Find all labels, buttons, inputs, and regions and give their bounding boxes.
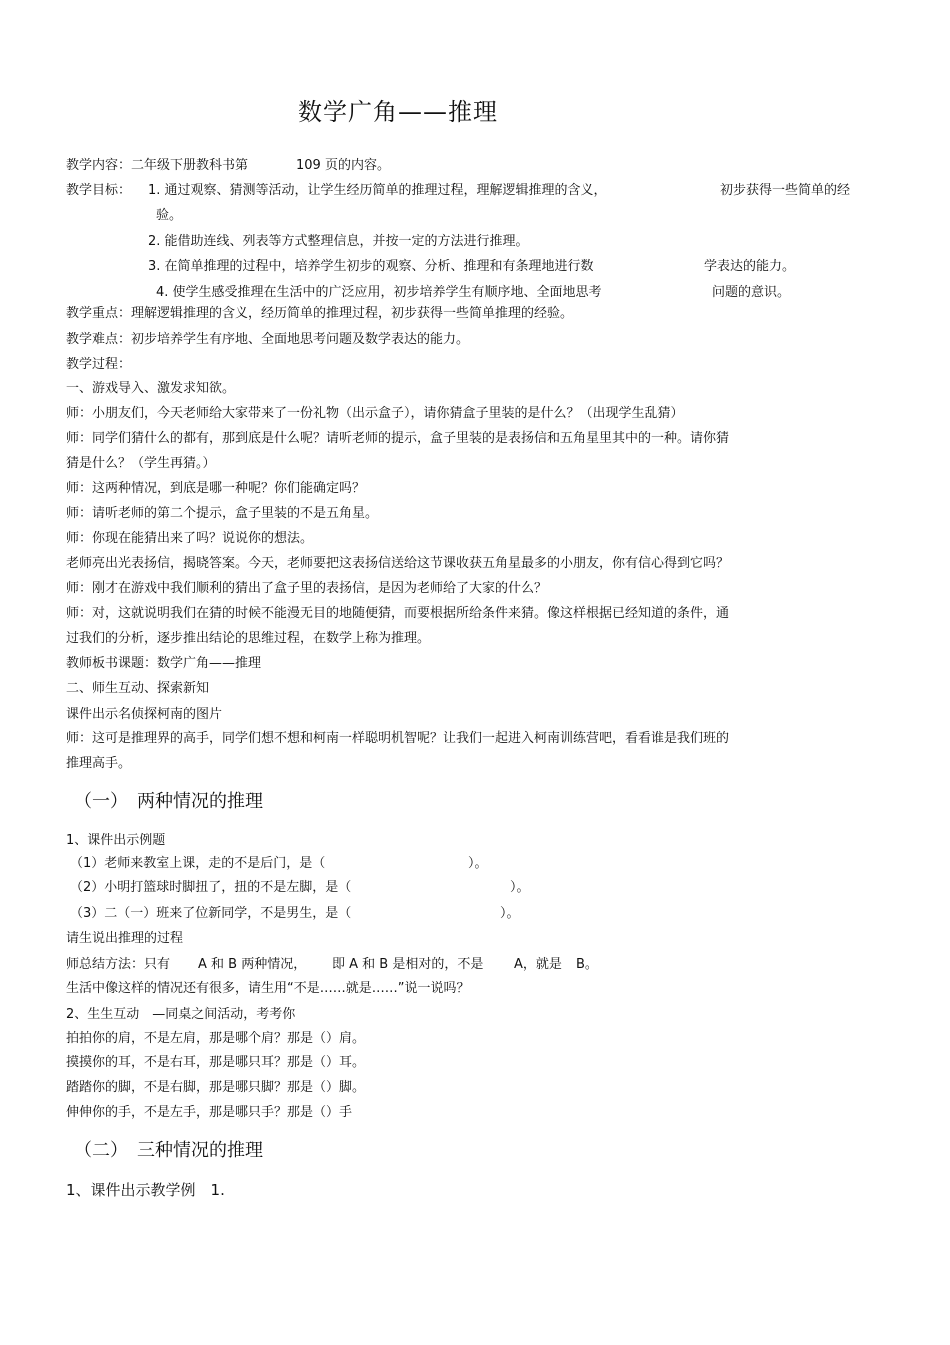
paragraph: 师：这两种情况，到底是哪一种呢？你们能确定吗？ (66, 481, 366, 496)
part-two-heading: 二、师生互动、探索新知 (66, 681, 210, 696)
goal-3: 3. 在简单推理的过程中，培养学生初步的观察、分析、推理和有条理地进行数 (148, 259, 594, 274)
paragraph: 请生说出推理的过程 (66, 931, 184, 946)
example-question-1: （1）老师来教室上课，走的不是后门，是（ (70, 856, 326, 871)
part-one-heading: 一、游戏导入、激发求知欲。 (66, 381, 236, 396)
paragraph: 师：请听老师的第二个提示，盒子里装的不是五角星。 (66, 506, 379, 521)
paragraph: 师：小朋友们，今天老师给大家带来了一份礼物（出示盒子），请你猜盒子里装的是什么？（出现学生乱猜） (66, 406, 684, 421)
goal-3-cont: 学表达的能力。 (704, 259, 796, 274)
paragraph: 过我们的分析，逐步推出结论的思维过程，在数学上称为推理。 (66, 631, 431, 646)
game-line: 伸伸你的手，不是左手，那是哪只手？那是（）手 (66, 1105, 353, 1120)
goal-2: 2. 能借助连线、列表等方式整理信息，并按一定的方法进行推理。 (148, 234, 529, 249)
paragraph: 师：对，这就说明我们在猜的时候不能漫无目的地随便猜，而要根据所给条件来猜。像这样根据已经知道的条件，通 (66, 606, 730, 621)
goal-1: 1. 通过观察、猜测等活动，让学生经历简单的推理过程，理解逻辑推理的含义， (148, 183, 607, 198)
summary-method: 即 A 和 B 是相对的，不是 (332, 957, 484, 972)
paragraph: 师：你现在能猜出来了吗？说说你的想法。 (66, 531, 314, 546)
paragraph: 推理高手。 (66, 756, 132, 771)
goal-4-cont: 问题的意识。 (712, 285, 791, 300)
paragraph: 课件出示名侦探柯南的图片 (66, 707, 223, 722)
paragraph: 师：这可是推理界的高手，同学们想不想和柯南一样聪明机智呢？让我们一起进入柯南训练营吧，看看谁是我们班的 (66, 731, 730, 746)
goal-1-cont: 初步获得一些简单的经 (720, 183, 851, 198)
paragraph: 老师亮出光表扬信，揭晓答案。今天，老师要把这表扬信送给这节课收获五角星最多的小朋友，你有信心得到它吗？ (66, 556, 730, 571)
section-heading-three-cases: （二） 三种情况的推理 (74, 1140, 263, 1161)
key-point: 教学重点：理解逻辑推理的含义，经历简单的推理过程，初步获得一些简单推理的经验。 (66, 306, 574, 321)
example-question-2-end: ）。 (510, 880, 530, 895)
content-pages: 109 页的内容。 (296, 158, 390, 173)
content-label: 教学内容：二年级下册教科书第 (66, 158, 249, 173)
goal-4: 4. 使学生感受推理在生活中的广泛应用，初步培养学生有顺序地、全面地思考 (156, 285, 602, 300)
summary-method: 师总结方法：只有 (66, 957, 171, 972)
game-line: 拍拍你的肩，不是左肩，那是哪个肩？那是（）肩。 (66, 1031, 366, 1046)
example-question-2: （2）小明打篮球时脚扭了，扭的不是左脚，是（ (70, 880, 352, 895)
example-question-3: （3）二（一）班来了位新同学，不是男生，是（ (70, 906, 352, 921)
paragraph: 教师板书课题：数学广角——推理 (66, 656, 262, 671)
process-heading: 教学过程： (66, 357, 132, 372)
paragraph: 猜是什么？（学生再猜。） (66, 456, 216, 471)
paragraph: 师：刚才在游戏中我们顺利的猜出了盒子里的表扬信，是因为老师给了大家的什么？ (66, 581, 548, 596)
example-question-1-end: ）。 (468, 856, 488, 871)
example-1-heading: 1、课件出示教学例 1. (66, 1181, 225, 1199)
summary-method: B。 (576, 957, 598, 972)
goal-1-end: 验。 (156, 208, 183, 223)
summary-method: A 和 B 两种情况， (198, 957, 307, 972)
example-question-3-end: ）。 (500, 906, 520, 921)
difficulty: 教学难点：初步培养学生有序地、全面地思考问题及数学表达的能力。 (66, 332, 470, 347)
game-line: 踏踏你的脚，不是右脚，那是哪只脚？那是（）脚。 (66, 1080, 366, 1095)
interaction-heading: 2、生生互动 —同桌之间活动，考考你 (66, 1007, 296, 1022)
game-line: 摸摸你的耳，不是右耳，那是哪只耳？那是（）耳。 (66, 1055, 366, 1070)
page-title: 数学广角——推理 (298, 98, 498, 126)
paragraph: 生活中像这样的情况还有很多，请生用“不是……就是……”说一说吗？ (66, 981, 470, 996)
goal-label: 教学目标： (66, 183, 132, 198)
section-heading-two-cases: （一） 两种情况的推理 (74, 791, 263, 812)
example-heading: 1、课件出示例题 (66, 833, 166, 848)
summary-method: A，就是 (514, 957, 562, 972)
paragraph: 师：同学们猜什么的都有，那到底是什么呢？请听老师的提示，盒子里装的是表扬信和五角星里其中的一种。请你猜 (66, 431, 730, 446)
